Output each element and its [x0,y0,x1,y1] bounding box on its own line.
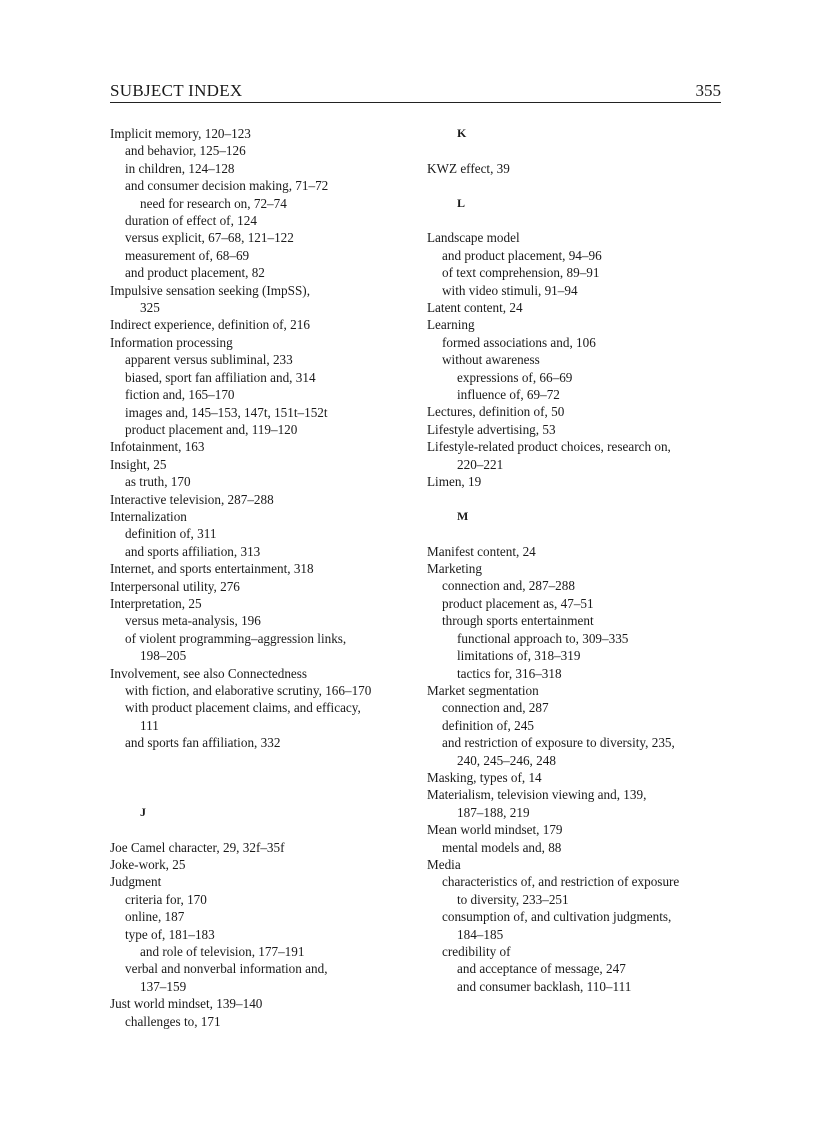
index-subentry: verbal and nonverbal information and, [125,961,328,977]
index-continuation: 198–205 [140,648,187,664]
index-subentry: definition of, 311 [125,526,217,542]
index-subentry: fiction and, 165–170 [125,387,235,403]
index-entry: Lifestyle advertising, 53 [427,421,556,437]
section-letter-l: L [457,195,466,210]
index-entry: Information processing [110,334,233,350]
index-entry: Joe Camel character, 29, 32f–35f [110,839,285,855]
index-subentry: criteria for, 170 [125,891,207,907]
index-entry: Materialism, television viewing and, 139, [427,787,647,803]
index-subentry: influence of, 69–72 [457,387,560,403]
index-entry: Internalization [110,508,187,524]
index-subentry: with video stimuli, 91–94 [442,282,578,298]
index-entry: Limen, 19 [427,474,482,490]
index-entry: Manifest content, 24 [427,543,536,559]
index-continuation: 111 [140,717,159,733]
index-subentry: and product placement, 82 [125,265,265,281]
section-letter-m: M [457,508,469,523]
index-subentry: and sports affiliation, 313 [125,543,261,559]
index-subentry: and behavior, 125–126 [125,143,246,159]
index-subentry: versus meta-analysis, 196 [125,613,261,629]
index-subentry: tactics for, 316–318 [457,665,562,681]
index-subentry: and acceptance of message, 247 [457,961,626,977]
index-entry: Just world mindset, 139–140 [110,996,263,1012]
index-subentry: functional approach to, 309–335 [457,630,629,646]
index-entry: Landscape model [427,230,520,246]
index-subentry: of violent programming–aggression links, [125,630,347,646]
index-subentry: and consumer backlash, 110–111 [457,978,632,994]
index-entry: Implicit memory, 120–123 [110,126,251,141]
index-subentry: mental models and, 88 [442,839,562,855]
index-entry: Mean world mindset, 179 [427,822,563,838]
index-subentry: and restriction of exposure to diversity, 235, [442,735,675,751]
index-subentry: with product placement claims, and efficacy, [125,700,361,716]
index-subentry: through sports entertainment [442,613,594,629]
section-letter-k: K [457,126,467,140]
index-subentry: in children, 124–128 [125,160,235,176]
index-subentry: formed associations and, 106 [442,334,596,350]
index-entry: Masking, types of, 14 [427,769,542,785]
index-continuation: 187–188, 219 [457,804,530,820]
index-entry: Interactive television, 287–288 [110,491,274,507]
index-subentry: challenges to, 171 [125,1013,221,1029]
index-subentry: as truth, 170 [125,474,191,490]
index-continuation: 240, 245–246, 248 [457,752,556,768]
index-subentry: need for research on, 72–74 [140,195,287,211]
index-subentry: measurement of, 68–69 [125,247,250,263]
index-subentry: images and, 145–153, 147t, 151t–152t [125,404,328,420]
index-continuation: 325 [140,300,160,316]
index-subentry: and sports fan affiliation, 332 [125,735,281,751]
index-subentry: connection and, 287–288 [442,578,575,594]
index-entry: KWZ effect, 39 [427,160,510,176]
index-subentry: and product placement, 94–96 [442,247,602,263]
index-entry: Joke-work, 25 [110,857,186,873]
index-subentry: duration of effect of, 124 [125,213,257,229]
index-entry: Lifestyle-related product choices, research on, [427,439,671,455]
index-continuation: 137–159 [140,978,187,994]
page-number: 355 [695,81,721,100]
section-letter-j: J [140,804,146,819]
index-subentry: expressions of, 66–69 [457,369,573,385]
index-subentry: online, 187 [125,909,185,925]
index-subentry: credibility of [442,944,511,960]
index-entry: Interpersonal utility, 276 [110,578,240,594]
index-entry: Marketing [427,561,482,577]
index-entry: Internet, and sports entertainment, 318 [110,561,314,577]
index-subentry: without awareness [442,352,540,368]
index-column-right [427,125,727,995]
index-entry: Impulsive sensation seeking (ImpSS), [110,282,310,298]
index-subentry: consumption of, and cultivation judgments, [442,909,672,925]
index-subentry: definition of, 245 [442,717,534,733]
index-subentry: apparent versus subliminal, 233 [125,352,293,368]
index-continuation: 220–221 [457,456,504,472]
index-subentry: limitations of, 318–319 [457,648,581,664]
index-entry: Latent content, 24 [427,300,523,316]
index-entry: Interpretation, 25 [110,595,202,611]
index-subentry: type of, 181–183 [125,926,215,942]
index-continuation: 184–185 [457,926,504,942]
index-subentry: characteristics of, and restriction of exposure [442,874,680,890]
index-entry: Lectures, definition of, 50 [427,404,565,420]
index-subentry: with fiction, and elaborative scrutiny, 166–170 [125,683,372,698]
index-entry: Indirect experience, definition of, 216 [110,317,310,333]
running-header [110,80,721,103]
index-subentry: of text comprehension, 89–91 [442,265,600,281]
index-continuation: to diversity, 233–251 [457,891,569,907]
index-entry: Market segmentation [427,682,539,698]
index-subentry: product placement and, 119–120 [125,421,298,437]
index-subentry: connection and, 287 [442,700,549,716]
index-entry: Involvement, see also Connectedness [110,665,308,681]
index-subentry: biased, sport fan affiliation and, 314 [125,369,316,385]
index-subentry: versus explicit, 67–68, 121–122 [125,230,294,246]
index-entry: Insight, 25 [110,456,167,472]
index-entry: Media [427,856,461,872]
index-entry: Infotainment, 163 [110,439,205,455]
index-entry: Learning [427,317,475,333]
index-column-left [110,125,410,1030]
index-subentry: product placement as, 47–51 [442,595,594,611]
page-title: SUBJECT INDEX [110,81,243,100]
index-subentry: and role of television, 177–191 [140,944,305,960]
index-entry: Judgment [110,874,162,890]
index-subentry: and consumer decision making, 71–72 [125,178,329,194]
